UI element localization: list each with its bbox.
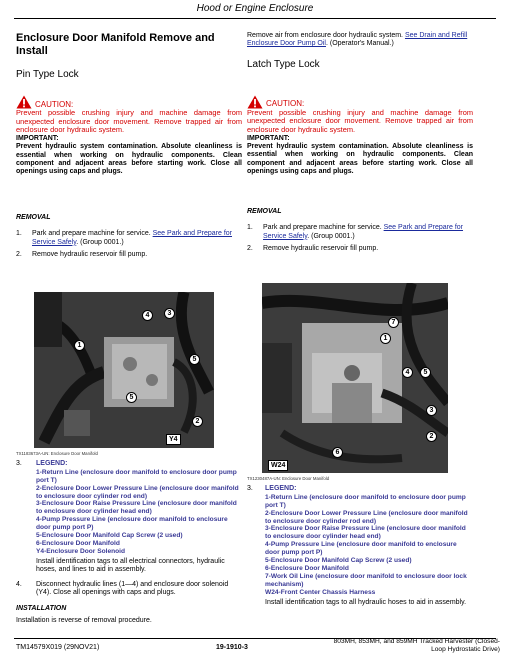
- legend-item: 2-Enclosure Door Lower Pressure Line (enclosure door manifold to enclosure door cylinder rod end): [265, 509, 468, 525]
- step-2: [16, 251, 242, 259]
- legend-item: W24-Front Center Chassis Harness: [265, 588, 376, 596]
- section-title: Enclosure Door Manifold Remove and Install: [16, 32, 215, 57]
- photo-marker: 2: [192, 416, 203, 427]
- footer-model-line-1: 803MH, 853MH, and 859MH Tracked Harvester (Closed-: [333, 638, 500, 645]
- right-removal: [247, 208, 473, 254]
- intro-pre: Remove air from enclosure door hydraulic system.: [247, 32, 404, 39]
- footer-model-line-2: Loop Hydrostatic Drive): [431, 646, 500, 653]
- intro-text: [247, 32, 473, 49]
- photo-illustration: [34, 292, 214, 448]
- step-1-pre: Park and prepare machine for service.: [263, 224, 382, 232]
- step-1-post: . (Group 0001.): [76, 238, 124, 246]
- photo-tag-y4: Y4: [166, 434, 181, 445]
- legend-item: Y4-Enclosure Door Solenoid: [36, 547, 126, 555]
- caution-text: Prevent possible crushing injury and machine damage from unexpected enclosure door movement. Remove trapped air from enclosure door hydraulic system.: [247, 107, 473, 134]
- caution-label: CAUTION:: [266, 99, 305, 109]
- photo-marker: 3: [426, 405, 437, 416]
- footer-page-number: 19-1910-3: [216, 644, 248, 651]
- manifold-photo-pin-type: [34, 292, 214, 448]
- legend-item: 1-Return Line (enclosure door manifold to enclosure door pump port T): [36, 468, 237, 484]
- step-number: 3.: [247, 485, 253, 493]
- step-number: 2.: [247, 245, 253, 253]
- step-3: [16, 460, 242, 574]
- important-label: IMPORTANT:: [16, 134, 59, 142]
- step-4: [16, 581, 242, 598]
- header-rule: [14, 18, 496, 19]
- legend-item: 3-Enclosure Door Raise Pressure Line (enclosure door manifold to enclosure door cylinder head end): [36, 500, 237, 516]
- warning-triangle-icon: [247, 95, 263, 109]
- park-prepare-link[interactable]: See Park and Prepare for Service Safely: [32, 230, 233, 246]
- photo-caption: TX1183673A-UN: Enclosure Door Manifold: [16, 451, 98, 456]
- footer-model: [290, 638, 500, 654]
- legend-item: 7-Work Oil Line (enclosure door manifold to enclosure door lock mechanism): [265, 572, 467, 588]
- subsection-pin-type-lock: Pin Type Lock: [16, 69, 79, 80]
- left-legend-block: [16, 450, 242, 625]
- drain-refill-link[interactable]: See Drain and Refill Enclosure Door Pump Oil: [247, 32, 468, 48]
- step-number: 2.: [16, 251, 22, 259]
- important-text: Prevent hydraulic system contamination. Absolute cleanliness is essential when working on hydraulic components. Clean component and adjacent areas before starting work. Close all openings using caps and plugs.: [247, 143, 473, 176]
- legend-item: 1-Return Line (enclosure door manifold to enclosure door pump port T): [265, 493, 466, 509]
- photo-marker: 1: [380, 333, 391, 344]
- photo-marker: 3: [164, 308, 175, 319]
- removal-label: REMOVAL: [16, 214, 51, 221]
- step-2-text: Remove hydraulic reservoir fill pump.: [263, 245, 379, 253]
- photo-marker: 5: [420, 367, 431, 378]
- legend-item: 4-Pump Pressure Line (enclosure door manifold to enclosure door pump port P): [36, 516, 228, 532]
- caution-heading: [16, 95, 242, 109]
- step-3-text: Install identification tags to all hydraulic hoses to aid in assembly.: [265, 598, 467, 606]
- intro-post: . (Operator's Manual.): [325, 40, 394, 48]
- warning-triangle-icon: [16, 95, 32, 109]
- legend-block: [265, 485, 473, 607]
- step-1: [16, 230, 242, 247]
- photo-marker: 5: [189, 354, 200, 365]
- caution-text: Prevent possible crushing injury and machine damage from unexpected enclosure door movement. Remove trapped air from enclosure door hydraulic system.: [16, 108, 242, 135]
- legend-item: 5-Enclosure Door Manifold Cap Screw (2 used): [36, 532, 183, 540]
- manifold-photo-latch-type: [262, 283, 448, 473]
- footer-doc-id: TM14579X019 (29NOV21): [16, 644, 100, 651]
- step-1-text: [32, 230, 242, 247]
- step-number: 4.: [16, 580, 22, 588]
- step-number: 1.: [16, 230, 22, 238]
- caution-heading: [247, 95, 473, 109]
- step-1: [247, 224, 473, 241]
- removal-label: REMOVAL: [247, 208, 282, 215]
- right-legend-block: [247, 475, 473, 607]
- photo-marker: 2: [426, 431, 437, 442]
- legend-item: 3-Enclosure Door Raise Pressure Line (enclosure door manifold to enclosure door cylinder head end): [265, 525, 466, 541]
- photo-marker: 7: [388, 317, 399, 328]
- important-label: IMPORTANT:: [247, 134, 290, 142]
- legend-item: 4-Pump Pressure Line (enclosure door manifold to enclosure door pump port P): [265, 541, 457, 557]
- left-removal: [16, 214, 242, 260]
- photo-tag-w24: W24: [268, 460, 288, 471]
- step-3-text: Install identification tags to all electrical connectors, hydraulic hoses, and lines to aid in assembly.: [36, 557, 225, 574]
- legend-title: LEGEND:: [36, 460, 68, 468]
- step-number: 3.: [16, 460, 22, 468]
- step-number: 1.: [247, 224, 253, 232]
- legend-block: [36, 460, 240, 574]
- legend-item: 6-Enclosure Door Manifold: [265, 564, 349, 572]
- subsection-latch-type-lock: Latch Type Lock: [247, 58, 320, 70]
- photo-marker: 5: [126, 392, 137, 403]
- caution-label: CAUTION:: [35, 99, 74, 109]
- photo-illustration: [262, 283, 448, 473]
- page-header-title: Hood or Engine Enclosure: [196, 3, 314, 14]
- step-3: [247, 485, 473, 607]
- important-text: Prevent hydraulic system contamination. Absolute cleanliness is essential when working on hydraulic components. Clean component and adjacent areas before starting work. Close all openings using caps and plugs.: [16, 143, 242, 176]
- installation-text: Installation is reverse of removal procedure.: [16, 616, 152, 624]
- step-1-post: . (Group 0001.): [307, 232, 355, 240]
- photo-marker: 4: [402, 367, 413, 378]
- legend-item: 5-Enclosure Door Manifold Cap Screw (2 used): [265, 557, 412, 565]
- legend-item: 2-Enclosure Door Lower Pressure Line (enclosure door manifold to enclosure door cylinder rod end): [36, 484, 239, 500]
- photo-marker: 1: [74, 340, 85, 351]
- photo-marker: 6: [332, 447, 343, 458]
- photo-caption: TX1230487A-UN: Enclosure Door Manifold: [247, 476, 330, 481]
- photo-marker: 4: [142, 310, 153, 321]
- installation-label: INSTALLATION: [16, 605, 67, 613]
- step-1-pre: Park and prepare machine for service.: [32, 230, 151, 238]
- step-1-text: [263, 224, 473, 241]
- step-2: [247, 245, 473, 253]
- left-column: [16, 32, 242, 177]
- legend-title: LEGEND:: [265, 485, 297, 493]
- step-4-text: Disconnect hydraulic lines (1—4) and enclosure door solenoid (Y4). Close all openings with caps and plugs.: [36, 580, 229, 596]
- right-column: [247, 32, 473, 177]
- step-2-text: Remove hydraulic reservoir fill pump.: [32, 251, 148, 259]
- park-prepare-link[interactable]: See Park and Prepare for Service Safely: [263, 224, 464, 240]
- legend-item: 6-Enclosure Door Manifold: [36, 539, 120, 547]
